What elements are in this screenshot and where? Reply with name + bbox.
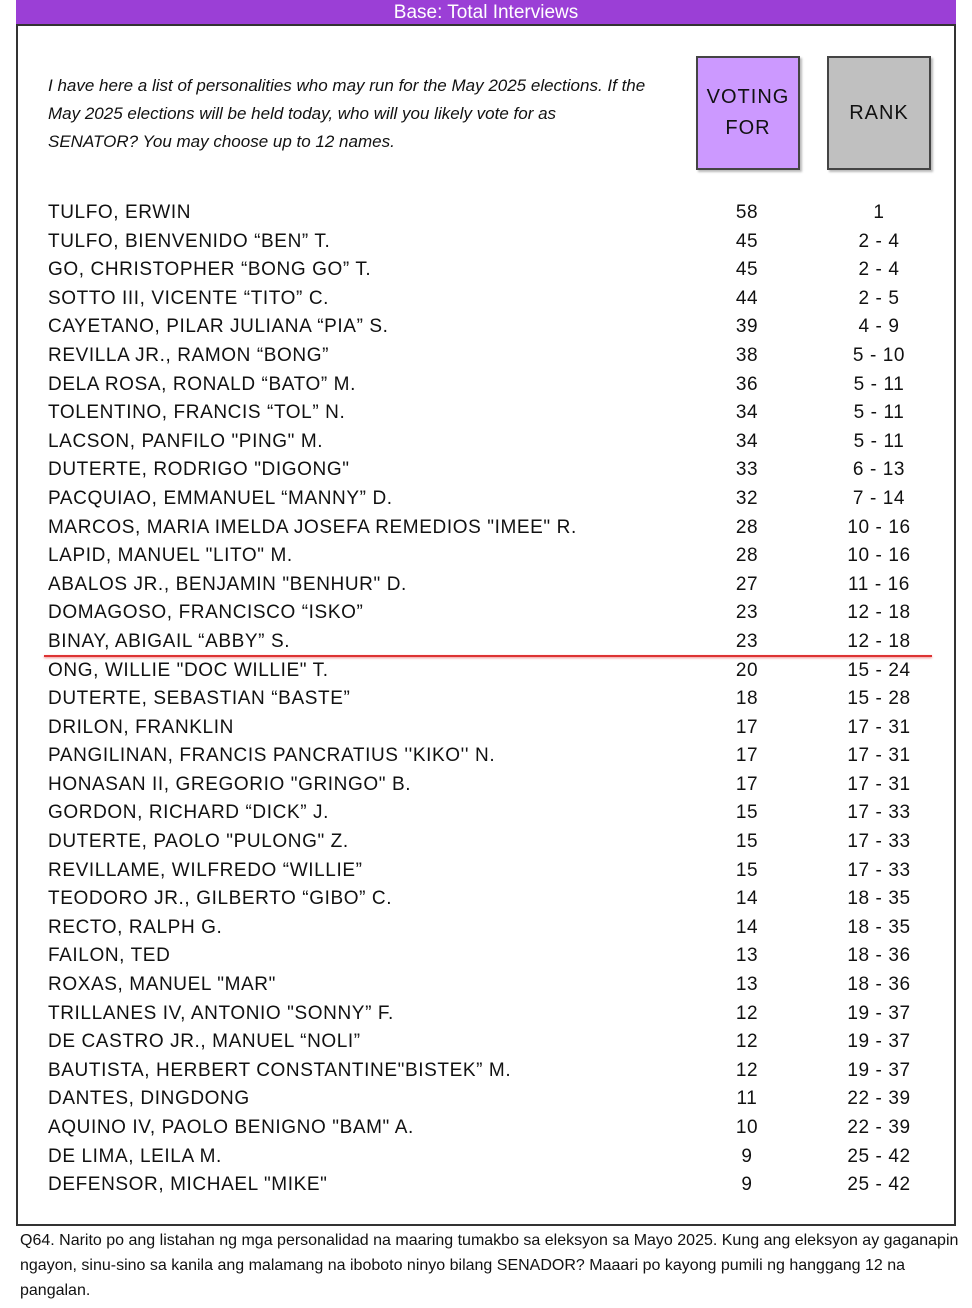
- rank-range: 17 - 33: [847, 859, 911, 881]
- candidate-name: REVILLA JR., RAMON “BONG”: [48, 344, 330, 366]
- rank-range: 17 - 31: [847, 745, 911, 767]
- rank-range: 18 - 36: [847, 945, 911, 967]
- table-row: [0, 971, 972, 1000]
- candidate-name: BINAY, ABIGAIL “ABBY” S.: [48, 630, 291, 652]
- table-row: [0, 1114, 972, 1143]
- voting-percentage: 18: [735, 688, 759, 710]
- table-row: [0, 771, 972, 800]
- candidate-name: DOMAGOSO, FRANCISCO “ISKO”: [48, 602, 364, 624]
- voting-percentage: 10: [735, 1117, 759, 1138]
- voting-percentage: 12: [735, 1059, 759, 1081]
- candidate-name: TEODORO JR., GILBERTO “GIBO” C.: [48, 888, 393, 910]
- voting-percentage: 20: [735, 659, 759, 681]
- rank-range: 5 - 10: [852, 344, 906, 366]
- rank-range: 4 - 9: [858, 316, 900, 338]
- rank-range: 17 - 33: [847, 831, 911, 853]
- candidate-name: DE LIMA, LEILA M.: [48, 1145, 222, 1167]
- voting-percentage: 45: [735, 230, 759, 252]
- rank-range: 15 - 24: [847, 659, 911, 681]
- candidate-name: GORDON, RICHARD “DICK” J.: [48, 802, 329, 824]
- voting-percentage: 15: [735, 802, 759, 824]
- voting-percentage: 38: [735, 344, 759, 366]
- voting-percentage: 17: [735, 773, 759, 795]
- rank-range: 5 - 11: [853, 373, 905, 395]
- candidate-name: LAPID, MANUEL "LITO" M.: [48, 545, 293, 567]
- table-row: [0, 628, 972, 657]
- rank-range: 19 - 37: [847, 1002, 911, 1024]
- rank-range: 7 - 14: [852, 487, 906, 509]
- table-row: [0, 371, 972, 400]
- table-row: [0, 456, 972, 485]
- voting-percentage: 34: [735, 430, 759, 452]
- rank-range: 12 - 18: [847, 630, 911, 652]
- voting-percentage: 36: [735, 373, 759, 395]
- candidate-name: DE CASTRO JR., MANUEL “NOLI”: [48, 1031, 361, 1053]
- candidate-name: GO, CHRISTOPHER “BONG GO” T.: [48, 259, 372, 281]
- table-row: [0, 285, 972, 314]
- rank-range: 22 - 39: [847, 1088, 911, 1110]
- voting-percentage: 58: [735, 202, 759, 223]
- rank-range: 12 - 18: [847, 602, 911, 624]
- candidate-name: HONASAN II, GREGORIO "GRINGO" B.: [48, 773, 412, 795]
- candidate-name: BAUTISTA, HERBERT CONSTANTINE"BISTEK” M.: [48, 1059, 512, 1081]
- table-row: [0, 1028, 972, 1057]
- rank-range: 5 - 11: [853, 430, 905, 452]
- voting-percentage: 34: [735, 402, 759, 424]
- table-row: [0, 1171, 972, 1200]
- voting-percentage: 33: [735, 459, 759, 481]
- rank-range: 11 - 16: [848, 573, 910, 595]
- candidate-name: ABALOS JR., BENJAMIN "BENHUR" D.: [48, 573, 407, 595]
- table-row: [0, 1143, 972, 1172]
- voting-percentage: 28: [735, 545, 759, 567]
- candidate-name: DANTES, DINGDONG: [48, 1088, 250, 1110]
- table-row: [0, 542, 972, 571]
- footnote: Q64. Narito po ang listahan ng mga personalidad na maaring tumakbo sa eleksyon sa Mayo 2025. Kung ang eleksyon ay gaganapin ngayon, sinu-sino sa kanila ang malamang na iboboto ninyo bilang SENADOR? Maaari po kayong pumili ng hanggang 12 na pangalan.: [20, 1232, 959, 1299]
- candidate-name: CAYETANO, PILAR JULIANA “PIA” S.: [48, 316, 389, 338]
- table-row: [0, 742, 972, 771]
- table-row: [0, 1085, 972, 1114]
- voting-percentage: 15: [735, 831, 759, 853]
- table-row: [0, 942, 972, 971]
- voting-percentage: 14: [735, 888, 759, 910]
- candidate-name: DRILON, FRANKLIN: [48, 716, 234, 738]
- table-row: [0, 428, 972, 457]
- voting-header-line2: FOR: [725, 117, 771, 139]
- voting-percentage: 23: [735, 602, 759, 624]
- candidate-list: [0, 199, 972, 1200]
- table-row: [0, 228, 972, 257]
- voting-for-header: [696, 56, 800, 170]
- candidate-name: PACQUIAO, EMMANUEL “MANNY” D.: [48, 487, 393, 509]
- rank-range: 2 - 4: [858, 259, 900, 281]
- candidate-name: AQUINO IV, PAOLO BENIGNO "BAM" A.: [48, 1117, 414, 1138]
- voting-percentage: 44: [735, 287, 759, 309]
- rank-range: 15 - 28: [847, 688, 911, 710]
- voting-percentage: 27: [735, 573, 759, 595]
- candidate-name: DUTERTE, PAOLO "PULONG" Z.: [48, 831, 349, 853]
- candidate-name: ONG, WILLIE "DOC WILLIE" T.: [48, 659, 329, 681]
- voting-percentage: 32: [735, 487, 759, 509]
- voting-percentage: 45: [735, 259, 759, 281]
- table-row: [0, 914, 972, 943]
- table-row: [0, 685, 972, 714]
- candidate-name: PANGILINAN, FRANCIS PANCRATIUS ''KIKO'' N.: [48, 745, 496, 767]
- rank-range: 2 - 5: [858, 287, 900, 309]
- table-row: [0, 599, 972, 628]
- voting-percentage: 15: [735, 859, 759, 881]
- top-12-cutoff-line: [44, 655, 932, 657]
- candidate-name: MARCOS, MARIA IMELDA JOSEFA REMEDIOS "IMEE" R.: [48, 516, 577, 538]
- table-row: [0, 199, 972, 228]
- rank-range: 18 - 35: [847, 888, 911, 910]
- rank-range: 6 - 13: [852, 459, 906, 481]
- rank-range: 18 - 35: [847, 916, 911, 938]
- rank-range: 25 - 42: [847, 1145, 911, 1167]
- table-row: [0, 313, 972, 342]
- rank-header: RANK: [827, 56, 931, 170]
- rank-range: 1: [873, 202, 885, 223]
- rank-range: 17 - 31: [847, 716, 911, 738]
- rank-range: 5 - 11: [853, 402, 905, 424]
- candidate-name: DELA ROSA, RONALD “BATO” M.: [48, 373, 356, 395]
- candidate-name: TULFO, BIENVENIDO “BEN” T.: [48, 230, 331, 252]
- voting-percentage: 23: [735, 630, 759, 652]
- candidate-name: REVILLAME, WILFREDO “WILLIE”: [48, 859, 363, 881]
- table-row: [0, 571, 972, 600]
- voting-percentage: 12: [735, 1002, 759, 1024]
- rank-range: 17 - 31: [847, 773, 911, 795]
- candidate-name: ROXAS, MANUEL "MAR": [48, 974, 276, 996]
- rank-range: 19 - 37: [847, 1031, 911, 1053]
- rank-range: 10 - 16: [847, 545, 911, 567]
- table-row: [0, 256, 972, 285]
- table-row: [0, 799, 972, 828]
- voting-percentage: 39: [735, 316, 759, 338]
- table-row: [0, 857, 972, 886]
- rank-range: 17 - 33: [847, 802, 911, 824]
- rank-range: 10 - 16: [847, 516, 911, 538]
- table-row: [0, 514, 972, 543]
- rank-range: 25 - 42: [847, 1174, 911, 1196]
- rank-range: 22 - 39: [847, 1117, 911, 1138]
- rank-range: 2 - 4: [858, 230, 900, 252]
- table-row: [0, 1000, 972, 1029]
- candidate-name: DUTERTE, SEBASTIAN “BASTE”: [48, 688, 351, 710]
- table-row: [0, 657, 972, 686]
- table-row: [0, 1057, 972, 1086]
- candidate-name: RECTO, RALPH G.: [48, 916, 223, 938]
- voting-percentage: 12: [735, 1031, 759, 1053]
- base-banner: Base: Total Interviews: [16, 0, 956, 26]
- table-row: [0, 342, 972, 371]
- table-row: [0, 885, 972, 914]
- candidate-name: DUTERTE, RODRIGO "DIGONG": [48, 459, 350, 481]
- voting-header-line1: VOTING: [706, 86, 790, 108]
- voting-percentage: 9: [741, 1174, 753, 1196]
- rank-range: 18 - 36: [847, 974, 911, 996]
- table-row: [0, 399, 972, 428]
- table-row: [0, 485, 972, 514]
- candidate-name: LACSON, PANFILO "PING" M.: [48, 430, 324, 452]
- candidate-name: DEFENSOR, MICHAEL "MIKE": [48, 1174, 328, 1196]
- table-row: [0, 828, 972, 857]
- rank-range: 19 - 37: [847, 1059, 911, 1081]
- candidate-name: SOTTO III, VICENTE “TITO” C.: [48, 287, 330, 309]
- table-row: [0, 714, 972, 743]
- voting-percentage: 14: [735, 916, 759, 938]
- voting-percentage: 9: [741, 1145, 753, 1167]
- voting-percentage: 11: [736, 1088, 758, 1110]
- question-text: I have here a list of personalities who may run for the May 2025 elections. If the May 2025 elections will be held today, who will you likely vote for as SENATOR? You may choose up to 12 names.: [48, 76, 646, 151]
- voting-percentage: 28: [735, 516, 759, 538]
- candidate-name: TRILLANES IV, ANTONIO "SONNY” F.: [48, 1002, 394, 1024]
- candidate-name: TOLENTINO, FRANCIS “TOL” N.: [48, 402, 346, 424]
- voting-percentage: 17: [735, 716, 759, 738]
- voting-percentage: 17: [735, 745, 759, 767]
- candidate-name: TULFO, ERWIN: [48, 202, 192, 223]
- voting-percentage: 13: [735, 945, 759, 967]
- candidate-name: FAILON, TED: [48, 945, 171, 967]
- voting-percentage: 13: [735, 974, 759, 996]
